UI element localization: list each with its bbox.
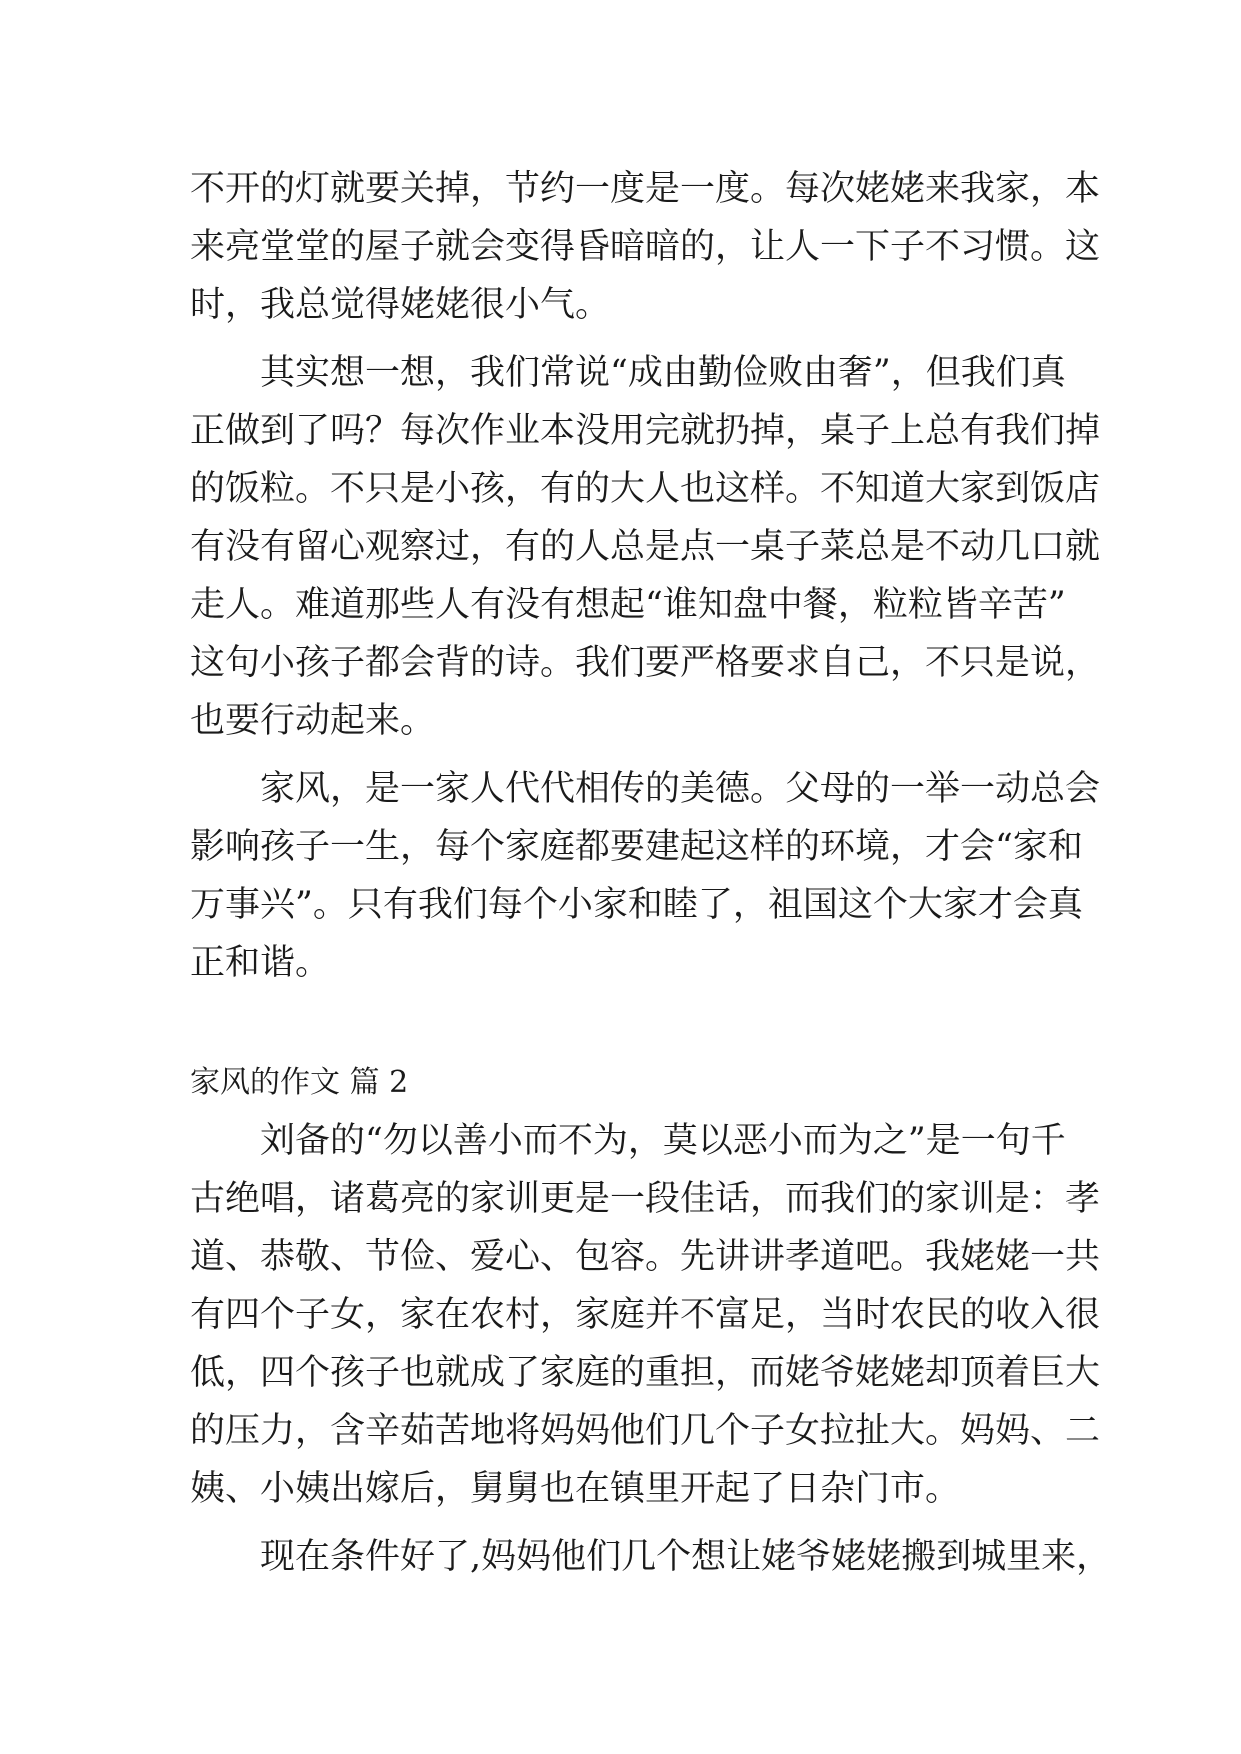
text-line: 正和谐。 [190, 943, 331, 983]
paragraph-5 [190, 1528, 1112, 1586]
text-line: 走人。难道那些人有没有想起“谁知盘中餐，粒粒皆辛苦” [190, 585, 1066, 625]
paragraph-4 [190, 1112, 1101, 1518]
text-line: 其实想一想，我们常说“成由勤俭败由奢”，但我们真 [260, 353, 1066, 393]
text-line: 正做到了吗？每次作业本没用完就扔掉，桌子上总有我们掉 [190, 411, 1101, 451]
text-line: 有没有留心观察过，有的人总是点一桌子菜总是不动几口就 [190, 527, 1101, 567]
text-line: 有四个子女，家在农村，家庭并不富足，当时农民的收入很 [190, 1295, 1101, 1335]
text-line: 古绝唱，诸葛亮的家训更是一段佳话，而我们的家训是：孝 [190, 1179, 1101, 1219]
text-line: 也要行动起来。 [190, 701, 436, 741]
paragraph-3 [190, 760, 1101, 992]
text-line: 的压力，含辛茹苦地将妈妈他们几个子女拉扯大。妈妈、二 [190, 1411, 1101, 1451]
text-line: 现在条件好了,妈妈他们几个想让姥爷姥姥搬到城里来， [260, 1537, 1112, 1577]
paragraph-1 [190, 160, 1101, 334]
text-line: 刘备的“勿以善小而不为，莫以恶小而为之”是一句千 [260, 1121, 1066, 1161]
text-line: 不开的灯就要关掉，节约一度是一度。每次姥姥来我家，本 [190, 169, 1101, 209]
text-line: 万事兴”。只有我们每个小家和睦了，祖国这个大家才会真 [190, 885, 1083, 925]
text-line: 家风，是一家人代代相传的美德。父母的一举一动总会 [260, 769, 1101, 809]
text-line: 的饭粒。不只是小孩，有的大人也这样。不知道大家到饭店 [190, 469, 1101, 509]
paragraph-2 [190, 344, 1101, 750]
text-line: 姨、小姨出嫁后，舅舅也在镇里开起了日杂门市。 [190, 1469, 961, 1509]
text-line: 道、恭敬、节俭、爱心、包容。先讲讲孝道吧。我姥姥一共 [190, 1237, 1101, 1277]
text-line: 这句小孩子都会背的诗。我们要严格要求自己，不只是说， [190, 643, 1101, 683]
document-page [190, 160, 1112, 1586]
text-line: 影响孩子一生，每个家庭都要建起这样的环境，才会“家和 [190, 827, 1083, 867]
text-line: 来亮堂堂的屋子就会变得昏暗暗的，让人一下子不习惯。这 [190, 227, 1101, 267]
section-title: 家风的作文 篇 2 [190, 1065, 409, 1100]
text-line: 时，我总觉得姥姥很小气。 [190, 285, 611, 325]
text-line: 低，四个孩子也就成了家庭的重担，而姥爷姥姥却顶着巨大 [190, 1353, 1101, 1393]
